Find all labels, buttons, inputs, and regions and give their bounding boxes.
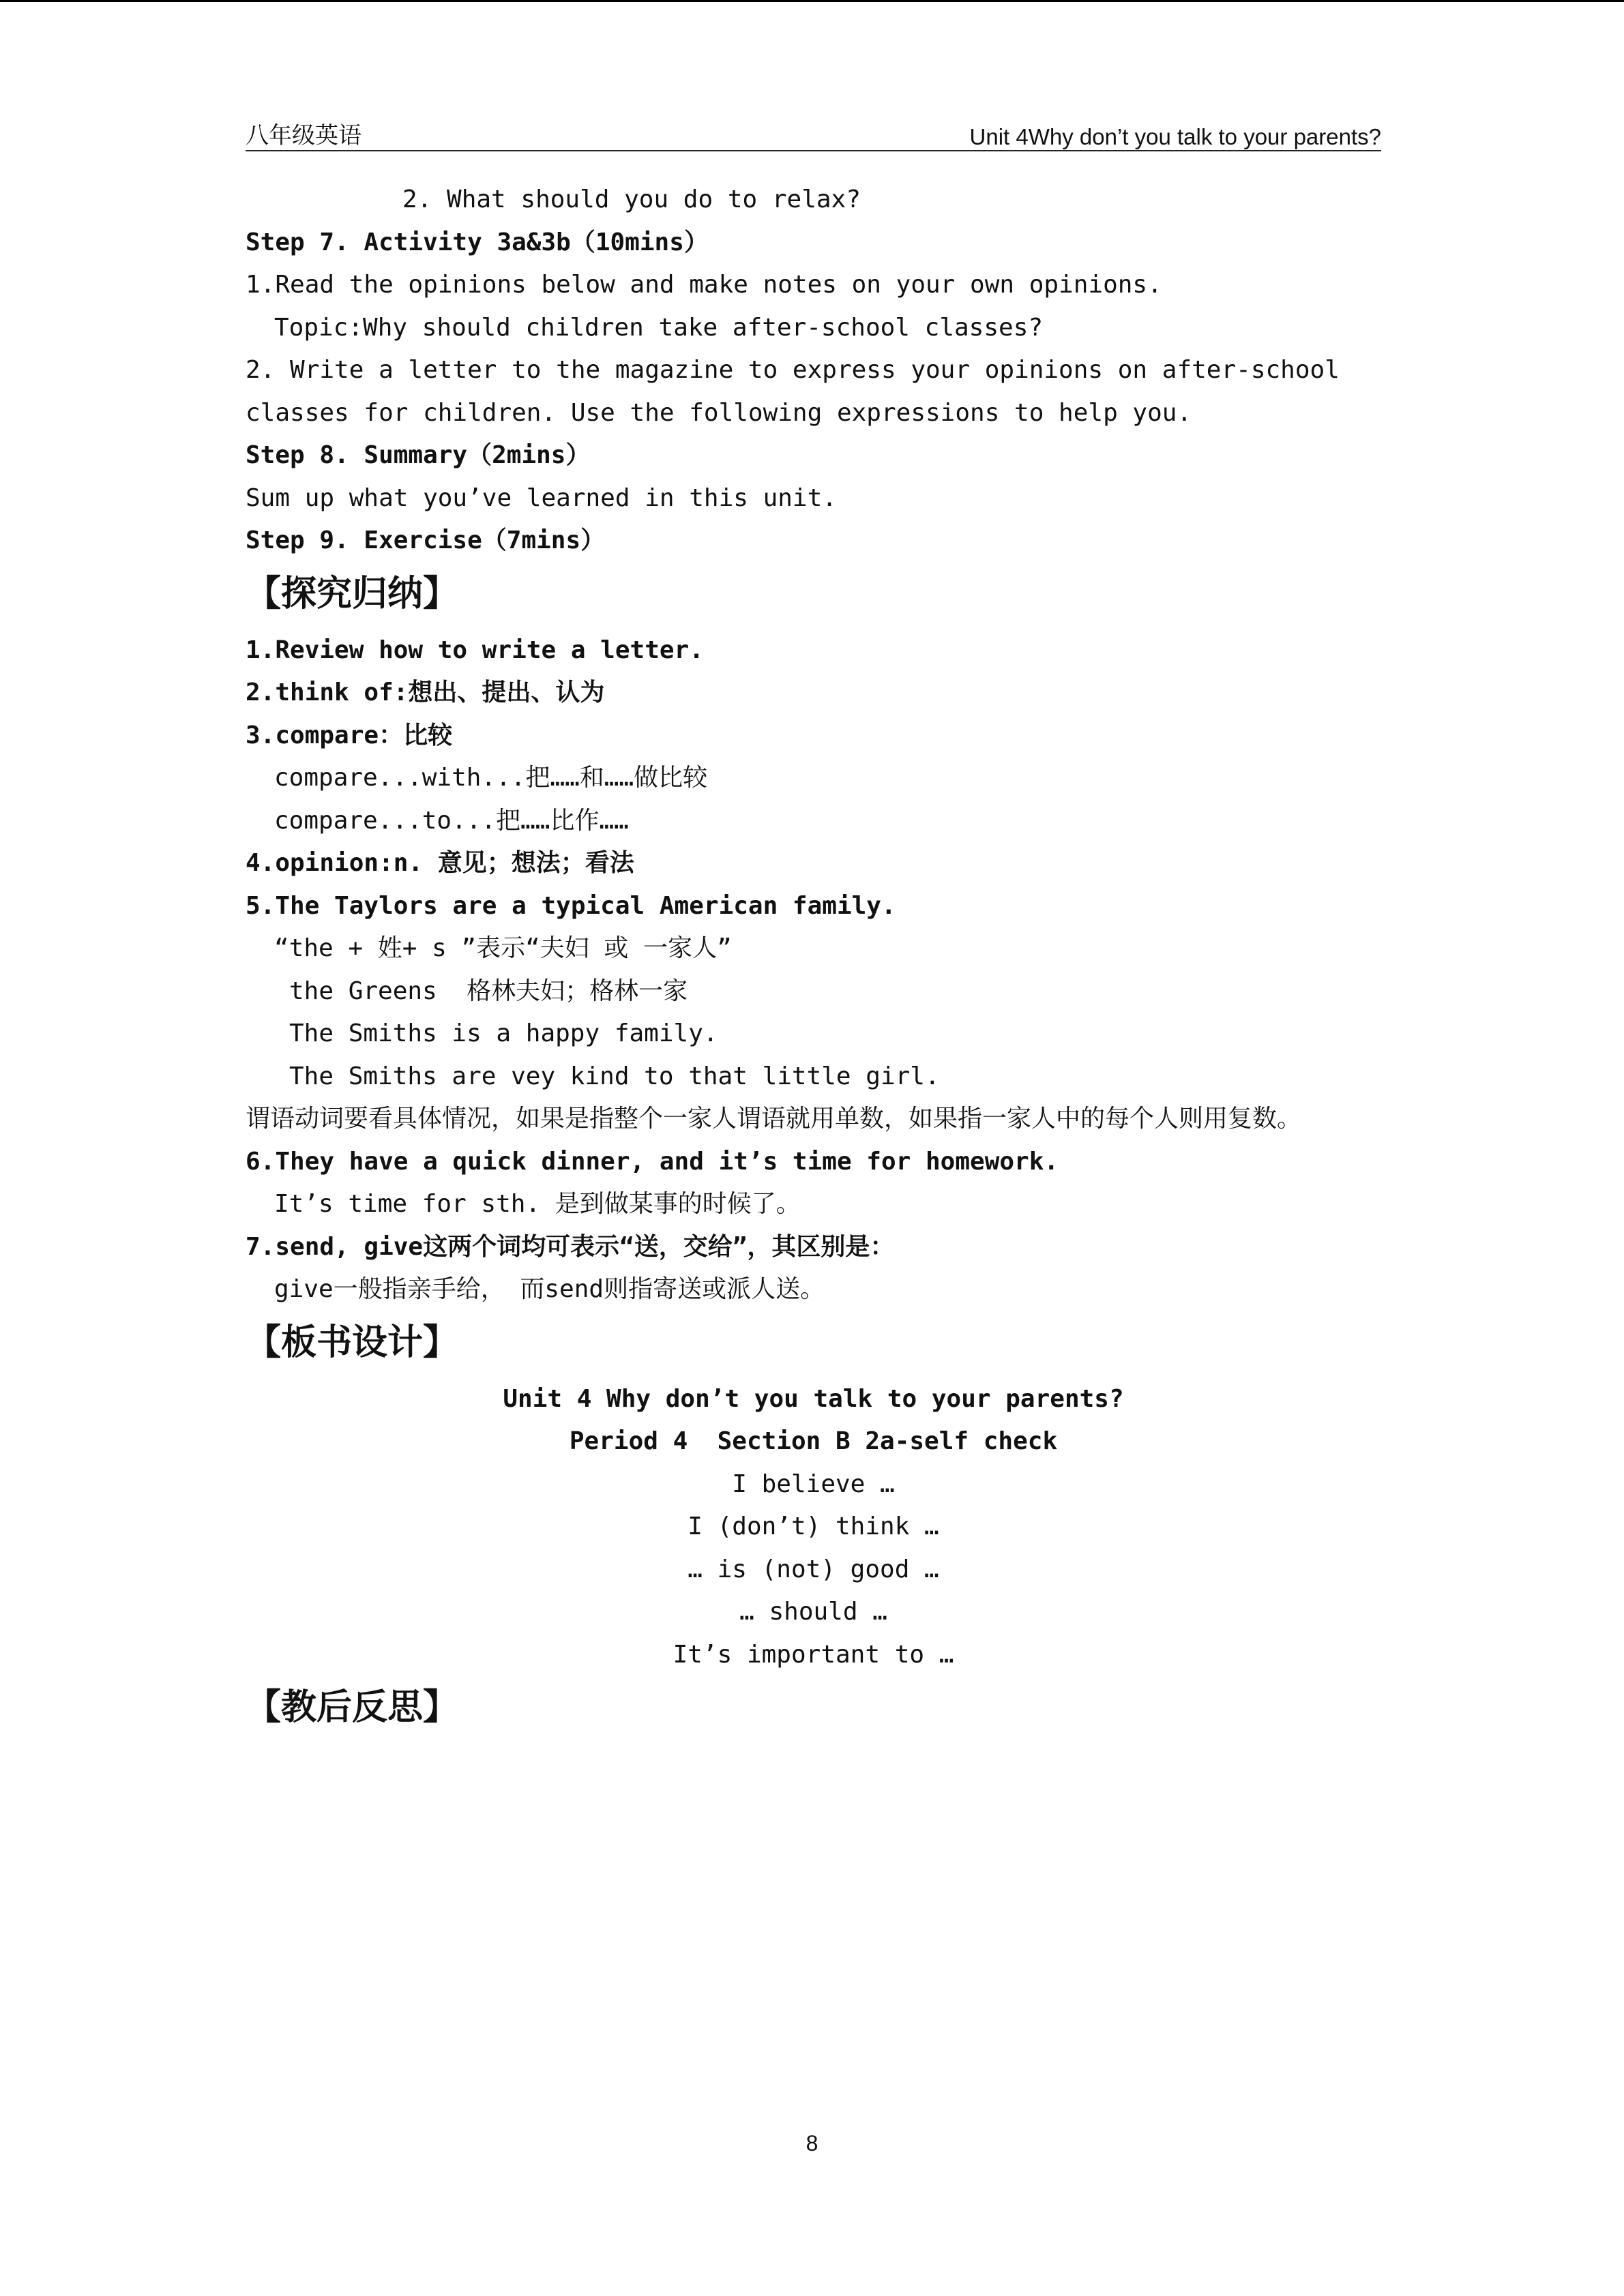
explore-item-1: 1.Review how to write a letter. (246, 636, 704, 664)
question-line: 2. What should you do to relax? (402, 185, 861, 213)
board-line-7: It’s important to … (673, 1640, 954, 1669)
explore-item-2: 2.think of:想出、提出、认为 (246, 679, 605, 706)
step-9-heading: Step 9. Exercise（7mins） (246, 526, 606, 554)
explore-item-7: 7.send, give这两个词均可表示“送，交给”，其区别是： (246, 1232, 895, 1261)
explore-item-5-sub-2: the Greens 格林夫妇；格林一家 (289, 976, 688, 1005)
document-page (246, 116, 1381, 1743)
explore-item-3: 3.compare：比较 (246, 721, 453, 749)
step-7-heading: Step 7. Activity 3a&3b（10mins） (246, 228, 709, 256)
section-title-reflection: 【教后反思】 (246, 1687, 459, 1728)
explore-item-3-sub-1: compare...with...把……和……做比较 (274, 764, 708, 792)
section-title-board: 【板书设计】 (246, 1322, 459, 1363)
board-line-4: I (don’t) think … (688, 1512, 939, 1540)
board-line-5: … is (not) good … (688, 1555, 939, 1583)
page-header (246, 116, 1381, 151)
page-content (246, 179, 1381, 1732)
board-line-3: I believe … (732, 1470, 895, 1498)
section-title-explore: 【探究归纳】 (246, 573, 459, 614)
board-line-6: … should … (739, 1598, 887, 1626)
header-left: 八年级英语 (246, 122, 361, 149)
explore-item-4: 4.opinion:n. 意见；想法；看法 (246, 849, 634, 877)
top-border-line (0, 0, 1624, 2)
explore-item-6-sub: It’s time for sth. 是到做某事的时候了。 (274, 1190, 801, 1218)
explore-item-5-sub-3: The Smiths is a happy family. (289, 1019, 718, 1047)
explore-item-5-note: 谓语动词要看具体情况，如果是指整个一家人谓语就用单数，如果指一家人中的每个人则用复数。 (246, 1105, 1302, 1133)
step-7-item-2: 2. Write a letter to the magazine to express your opinions on after-school classes for children. Use the following expressions to help you. (246, 356, 1340, 427)
explore-item-6: 6.They have a quick dinner, and it’s time for homework. (246, 1147, 1059, 1176)
step-7-topic: Topic:Why should children take after-school classes? (274, 313, 1044, 342)
board-design (246, 1378, 1381, 1677)
board-line-1: Unit 4 Why don’t you talk to your parents? (503, 1384, 1124, 1413)
explore-item-5-sub-4: The Smiths are vey kind to that little girl. (289, 1062, 940, 1090)
page-number: 8 (806, 2131, 818, 2156)
step-8-text: Sum up what you’ve learned in this unit. (246, 483, 837, 512)
explore-item-3-sub-2: compare...to...把……比作…… (274, 806, 629, 835)
explore-item-5: 5.The Taylors are a typical American family. (246, 891, 896, 920)
board-line-2: Period 4 Section B 2a-self check (569, 1427, 1058, 1455)
step-7-item-1: 1.Read the opinions below and make notes on your own opinions. (246, 271, 1162, 299)
explore-item-7-sub: give一般指亲手给， 而send则指寄送或派人送。 (274, 1275, 825, 1303)
step-8-heading: Step 8. Summary（2mins） (246, 441, 591, 469)
explore-item-5-sub-1: “the + 姓+ s ”表示“夫妇 或 一家人” (274, 934, 732, 962)
header-right: Unit 4Why don’t you talk to your parents? (969, 124, 1381, 149)
